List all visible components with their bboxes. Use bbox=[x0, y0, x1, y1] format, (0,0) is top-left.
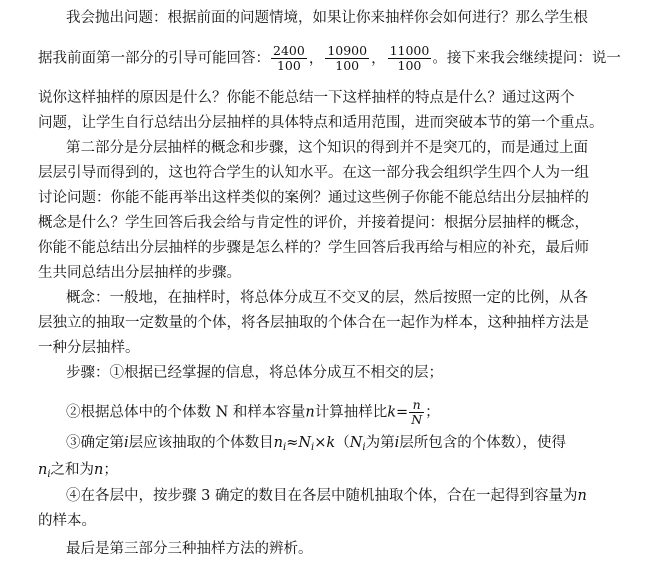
fraction-10900-100 bbox=[325, 44, 369, 73]
math-subscript-i: i bbox=[362, 442, 366, 453]
fraction-n-over-N bbox=[409, 398, 424, 427]
paragraph-1-line-3 bbox=[38, 87, 659, 109]
math-n: n bbox=[305, 404, 315, 421]
numerator: 2400 bbox=[273, 43, 305, 58]
concept-line-1 bbox=[66, 287, 659, 309]
text: 说你这样抽样的原因是什么？你能不能总结一下这样抽样的特点是什么？通过这两个 bbox=[38, 90, 575, 106]
text: 层所包含的个体数），使得 bbox=[399, 435, 566, 451]
text: 最后是第三部分三种抽样方法的辨析。 bbox=[66, 541, 313, 557]
math-times: × bbox=[314, 435, 327, 451]
concept-line-2 bbox=[38, 312, 659, 334]
math-N: N bbox=[298, 435, 312, 451]
math-equals: = bbox=[396, 404, 409, 421]
paragraph-2-line-2 bbox=[38, 162, 659, 184]
step-3-line-2 bbox=[38, 459, 659, 486]
text: 层层引导而得到的，这也符合学生的认知水平。在这一部分我会组织学生四个人为一组 bbox=[38, 165, 589, 181]
math-i: i bbox=[124, 435, 129, 451]
text: 概念是什么？学生回答后我会给与肯定性的评价，并接着提问：根据分层抽样的概念， bbox=[38, 215, 589, 231]
comma: ， bbox=[371, 50, 386, 67]
text: （ bbox=[335, 435, 350, 451]
paragraph-2-line-6 bbox=[38, 262, 659, 284]
math-k: k bbox=[326, 435, 336, 451]
text: 第二部分是分层抽样的概念和步骤，这个知识的得到并不是突兀的，而是通过上面 bbox=[66, 140, 588, 156]
text: 。接下来我会继续提问：说一 bbox=[432, 50, 621, 67]
step-2 bbox=[66, 398, 659, 427]
math-i: i bbox=[394, 435, 400, 451]
text: 概念：一般地，在抽样时，将总体分成互不交叉的层，然后按照一定的比例，从各 bbox=[66, 290, 588, 306]
text: 步骤：①根据已经掌握的信息，将总体分成互不相交的层； bbox=[66, 365, 443, 381]
text: 讨论问题：你能不能再举出这样类似的案例？通过这些例子你能不能总结出分层抽样的 bbox=[38, 190, 589, 206]
paragraph-2-line-4 bbox=[38, 212, 659, 234]
fraction-11000-100 bbox=[388, 44, 432, 73]
denominator: N bbox=[411, 412, 423, 427]
math-k: k bbox=[387, 404, 397, 421]
text: 为第 bbox=[365, 435, 395, 451]
paragraph-1-line-4 bbox=[38, 112, 659, 134]
text: 层应该抽取的个体数目 bbox=[128, 435, 274, 451]
math-n: n bbox=[273, 435, 283, 451]
step-4-line-1 bbox=[66, 485, 659, 507]
text: ②根据总体中的个体数 N 和样本容量 bbox=[66, 404, 306, 421]
text: ； bbox=[103, 462, 118, 478]
math-n: n bbox=[94, 462, 104, 478]
paragraph-2-line-3 bbox=[38, 187, 659, 209]
text: ④在各层中，按步骤 3 确定的数目在各层中随机抽取个体，合在一起得到容量为 bbox=[66, 488, 578, 504]
text: 的样本。 bbox=[38, 513, 96, 529]
text: 生共同总结出分层抽样的步骤。 bbox=[38, 265, 241, 281]
math-subscript-i: i bbox=[47, 469, 51, 480]
math-N: N bbox=[349, 435, 363, 451]
numerator: n bbox=[409, 398, 424, 413]
text: ； bbox=[425, 404, 440, 421]
text: 据我前面第一部分的引导可能回答： bbox=[38, 50, 270, 67]
math-subscript-i: i bbox=[311, 442, 315, 453]
text: 一种分层抽样。 bbox=[38, 340, 140, 356]
text: ③确定第 bbox=[66, 435, 124, 451]
text: 计算抽样比 bbox=[314, 404, 388, 421]
math-n: n bbox=[38, 462, 48, 478]
paragraph-1-line-2 bbox=[38, 44, 659, 73]
paragraph-2-line-1 bbox=[66, 137, 659, 159]
text: 问题，让学生自行总结出分层抽样的具体特点和适用范围，进而突破本节的第一个重点。 bbox=[38, 115, 604, 131]
numerator: 10900 bbox=[327, 43, 368, 58]
step-4-line-2 bbox=[38, 510, 659, 532]
paragraph-2-line-5 bbox=[38, 237, 659, 259]
text: 你能不能总结出分层抽样的步骤是怎么样的？学生回答后我再给与相应的补充，最后师 bbox=[38, 240, 589, 256]
step-3-line-1 bbox=[66, 432, 659, 459]
closing-line bbox=[66, 538, 659, 560]
text: 层独立的抽取一定数量的个体，将各层抽取的个体合在一起作为样本，这种抽样方法是 bbox=[38, 315, 589, 331]
math-subscript-i: i bbox=[282, 442, 287, 453]
math-approx: ≈ bbox=[286, 435, 299, 451]
denominator: 100 bbox=[335, 58, 360, 73]
math-n: n bbox=[577, 488, 587, 504]
denominator: 100 bbox=[397, 58, 422, 73]
comma: ， bbox=[308, 50, 324, 67]
fraction-2400-100 bbox=[271, 44, 307, 73]
text: 我会抛出问题：根据前面的问题情境，如果让你来抽样你会如何进行？那么学生根 bbox=[66, 10, 588, 26]
step-1 bbox=[66, 362, 659, 384]
text: 之和为 bbox=[50, 462, 95, 478]
paragraph-1-line-1 bbox=[66, 7, 659, 29]
numerator: 11000 bbox=[389, 43, 430, 58]
concept-line-3 bbox=[38, 337, 659, 359]
denominator: 100 bbox=[276, 58, 301, 73]
